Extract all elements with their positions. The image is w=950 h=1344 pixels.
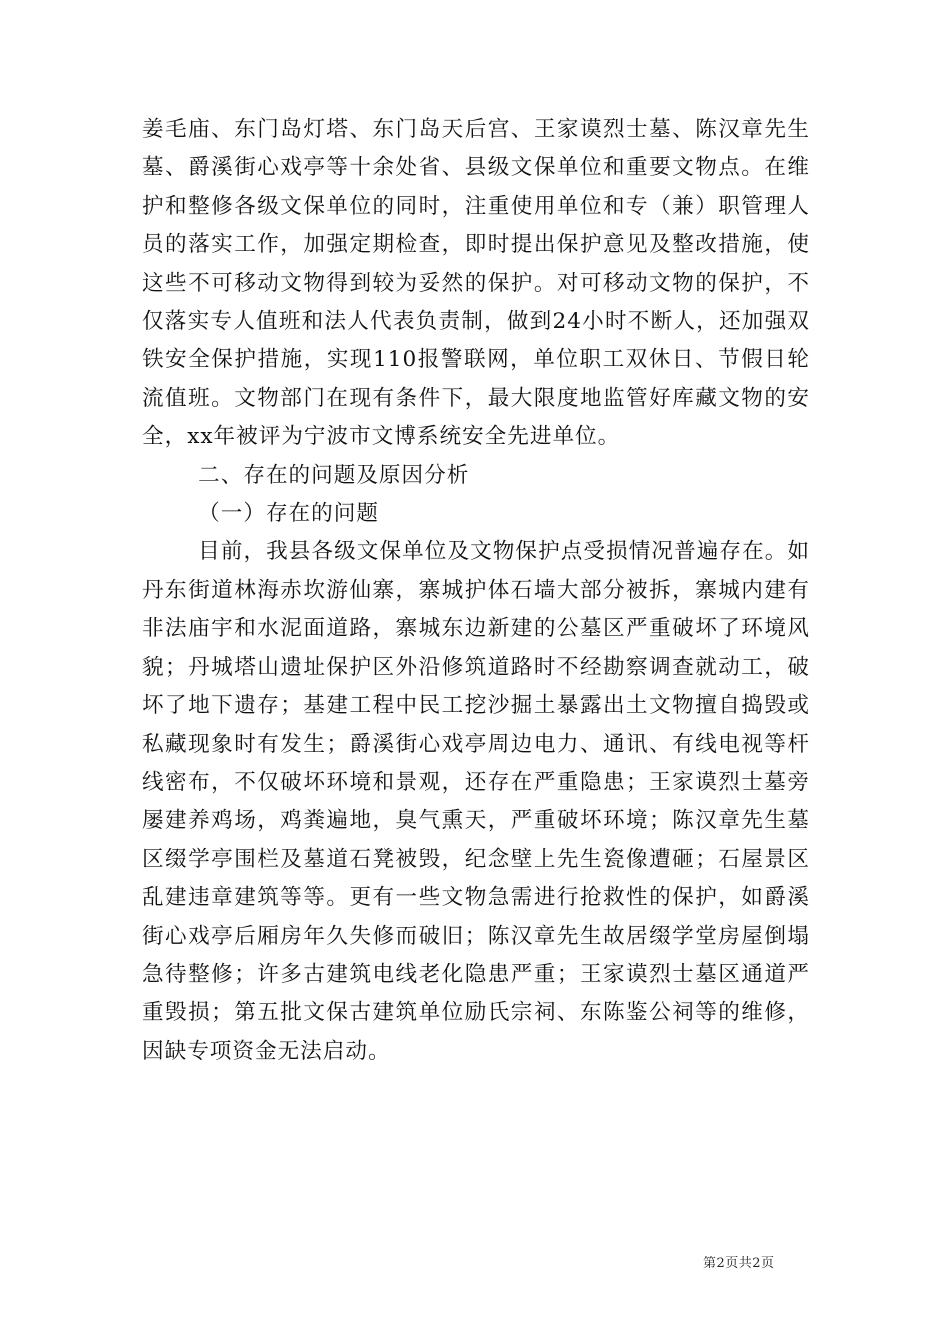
body-paragraph: 目前，我县各级文保单位及文物保护点受损情况普遍存在。如丹东街道林海赤坎游仙寨，寨城护体石墙大部分被拆，寨城内建有非法庙宇和水泥面道路，寨城东边新建的公墓区严重破坏了环境风貌；丹城塔山遗址保护区外沿修筑道路时不经勘察调查就动工，破坏了地下遗存；基建工程中民工挖沙掘土暴露出土文物擅自捣毁或私藏现象时有发生；爵溪街心戏亭周边电力、通讯、有线电视等杆线密布，不仅破坏环境和景观，还存在严重隐患；王家谟烈士墓旁屡建养鸡场，鸡粪遍地，臭气熏天，严重破坏环境；陈汉章先生墓区缀学亭围栏及墓道石凳被毁，纪念壁上先生瓷像遭砸；石屋景区乱建违章建筑等等。更有一些文物急需进行抢救性的保护，如爵溪街心戏亭后厢房年久失修而破旧；陈汉章先生故居缀学堂房屋倒塌急待整修；许多古建筑电线老化隐患严重；王家谟烈士墓区通道严重毁损；第五批文保古建筑单位励氏宗祠、东陈鉴公祠等的维修，因缺专项资金无法启动。 [142, 539, 810, 1064]
page-number: 第2页共2页 [703, 1256, 775, 1271]
document-body [142, 111, 810, 1071]
body-paragraph: 姜毛庙、东门岛灯塔、东门岛天后宫、王家谟烈士墓、陈汉章先生墓、爵溪街心戏亭等十余处省、县级文保单位和重要文物点。在维护和整修各级文保单位的同时，注重使用单位和专（兼）职管理人员的落实工作，加强定期检查，即时提出保护意见及整改措施，使这些不可移动文物得到较为妥然的保护。对可移动文物的保护，不仅落实专人值班和法人代表负责制，做到24小时不断人，还加强双铁安全保护措施，实现110报警联网，单位职工双休日、节假日轮流值班。文物部门在现有条件下，最大限度地监管好库藏文物的安全，xx年被评为宁波市文博系统安全先进单位。 [142, 117, 810, 450]
section-heading: 二、存在的问题及原因分析 [198, 462, 470, 488]
subsection-heading: （一）存在的问题 [198, 501, 379, 527]
